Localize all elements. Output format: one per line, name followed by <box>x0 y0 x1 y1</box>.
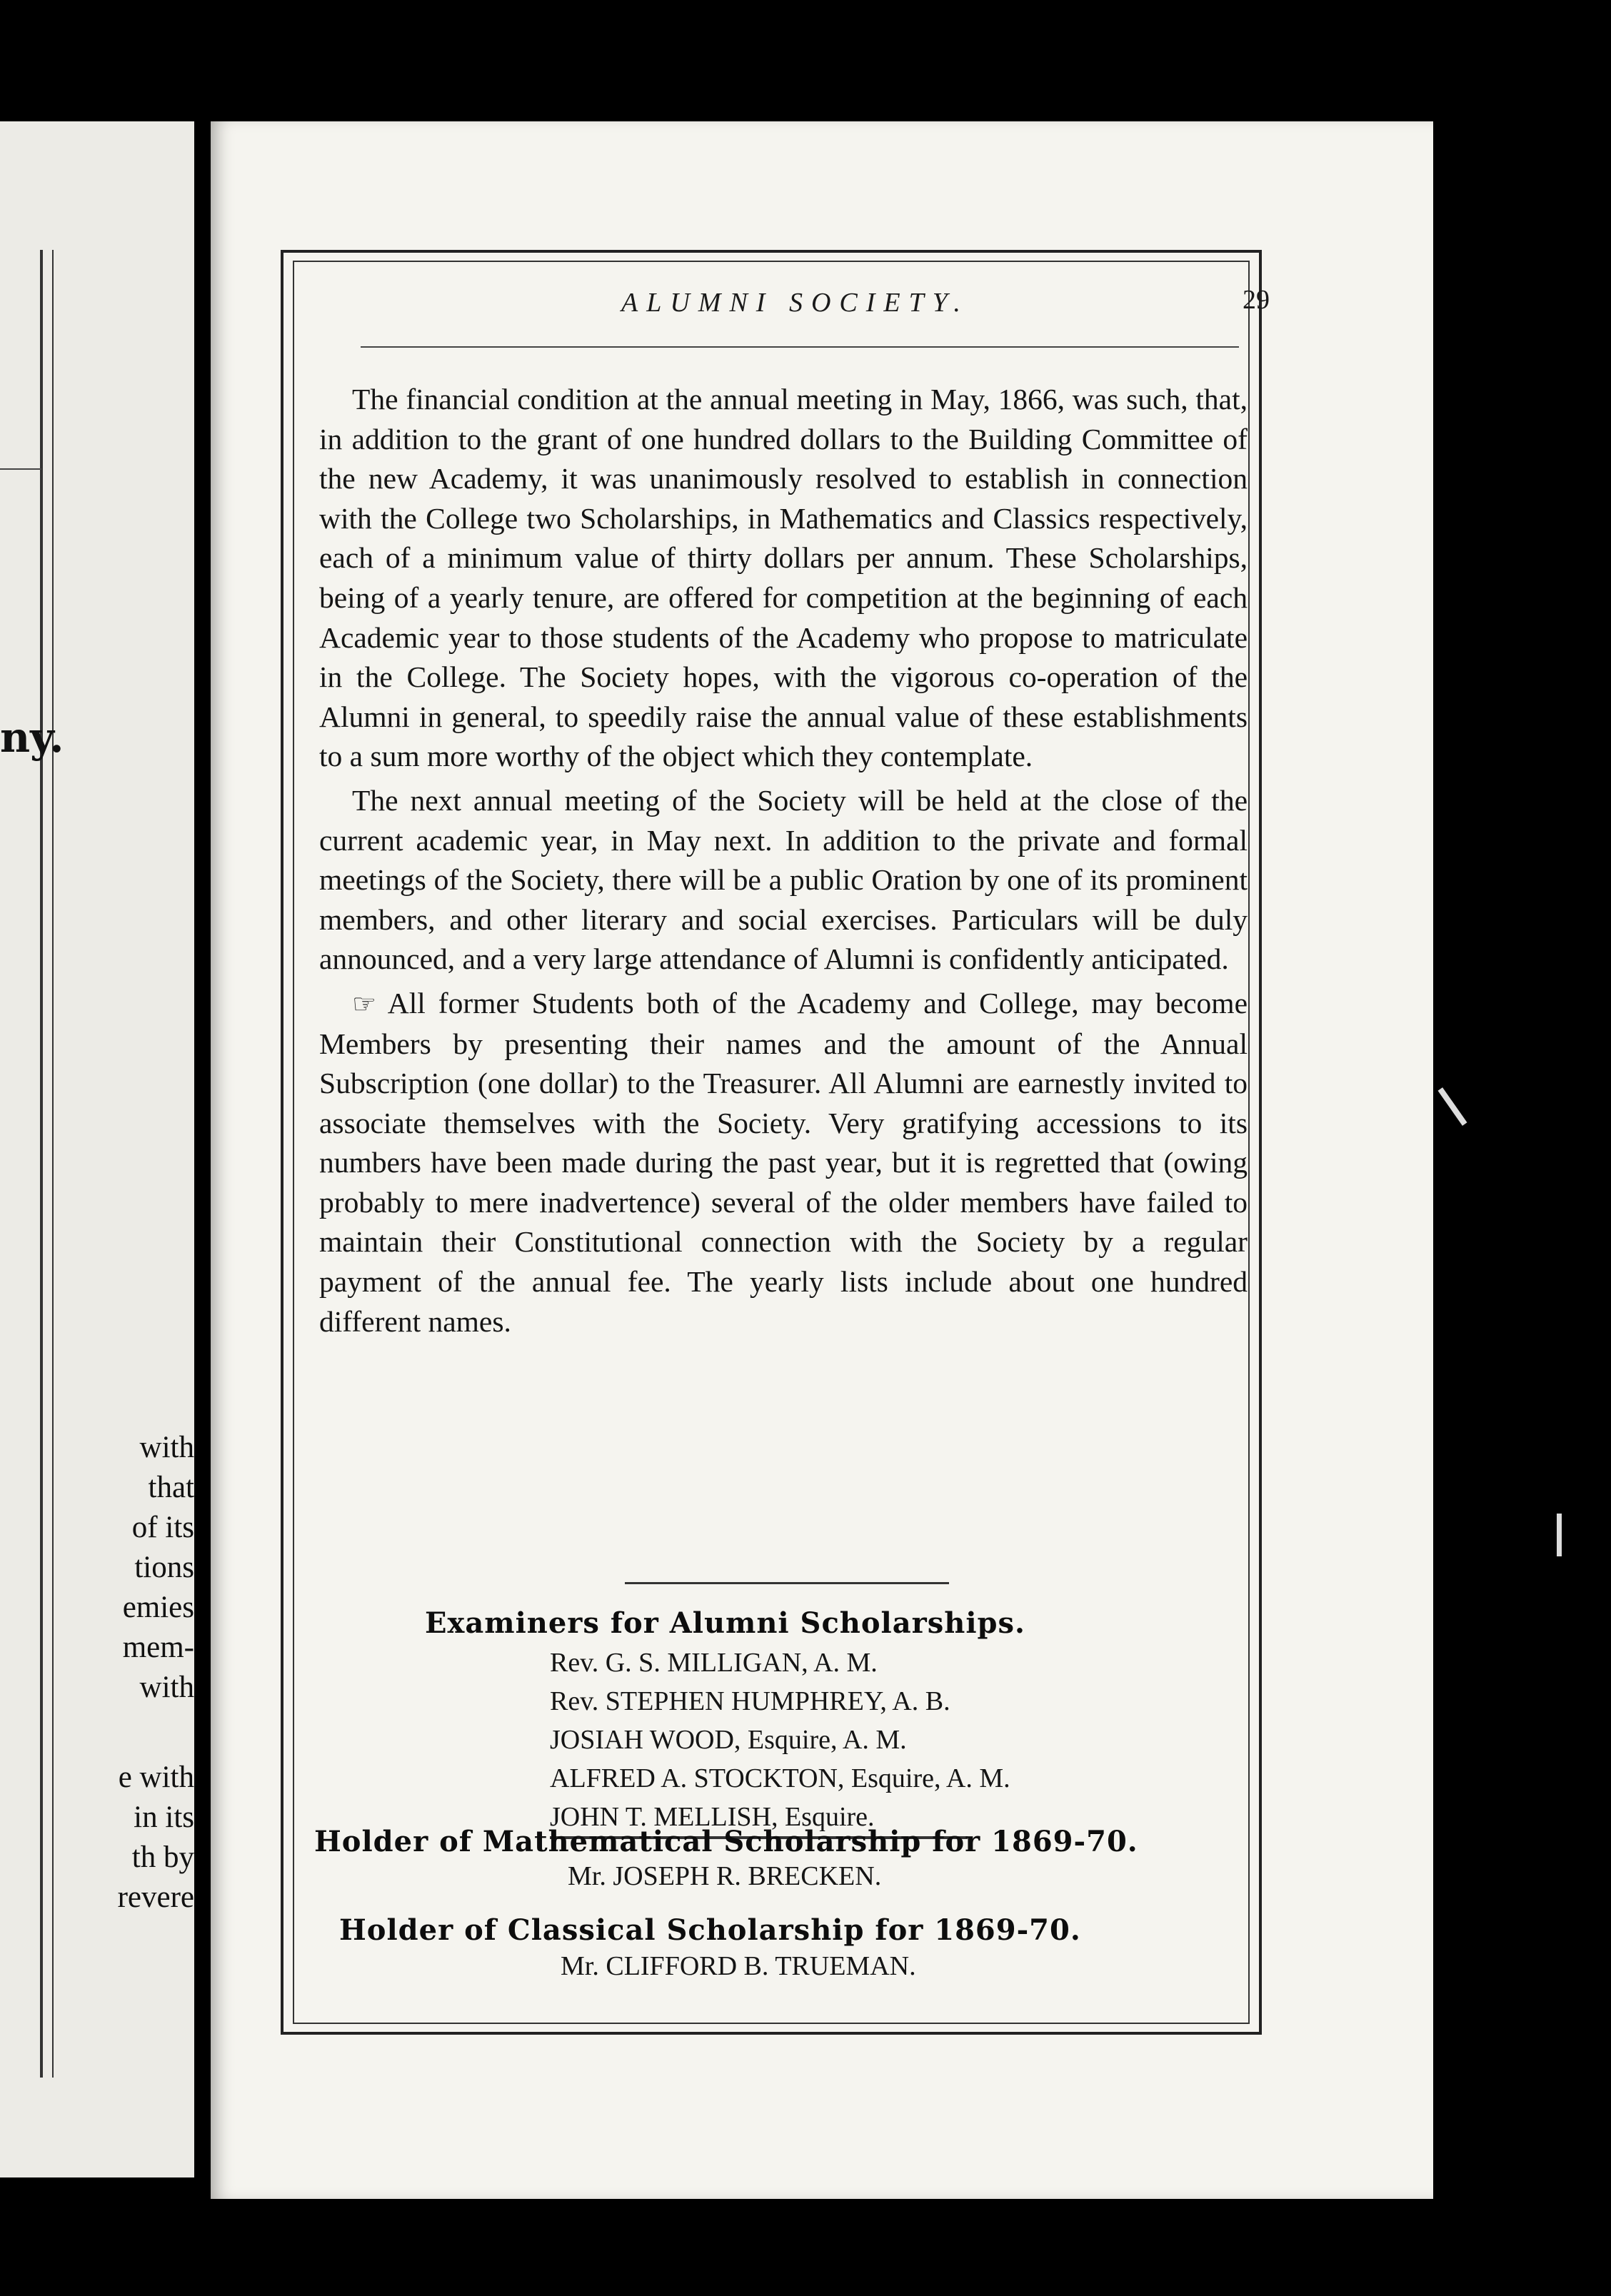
paragraph: The financial condition at the annual meeting in May, 1866, was such, that, in addition to the grant of one hundred dollars to the Building Committee of the new Academy, it was unanimously resolved to establish in connection with the College two Scholarships, in Mathematics and Classics respectively, each of a minimum value of thirty dollars per annum. These Scholarships, being of a yearly tenure, are offered for competition at the beginning of each Academic year to those students of the Academy who propose to matriculate in the College. The Society hopes, with the vigorous co-operation of the Alumni in general, to speedily raise the annual value of these establishments to a sum more worthy of the object which they contemplate. <box>319 383 1248 773</box>
pointing-hand-icon: ☞ <box>352 987 377 1019</box>
section-divider <box>625 1582 949 1584</box>
right-page <box>211 121 1433 2199</box>
left-page-line-fragment: of its <box>131 1511 194 1544</box>
running-head: ALUMNI SOCIETY. <box>621 288 969 318</box>
scan-artifact <box>1557 1514 1562 1556</box>
body-text <box>319 380 1248 1346</box>
left-page-line-fragment: that <box>148 1471 194 1504</box>
left-page-head-rule <box>0 468 41 470</box>
holder-title: Holder of Mathematical Scholarship for 1869-70. <box>314 1825 1138 1858</box>
examiner-name: JOSIAH WOOD, Esquire, A. M. <box>550 1725 907 1755</box>
left-page-fragment <box>0 121 194 2177</box>
examiners-title: Examiners for Alumni Scholarships. <box>425 1606 1025 1640</box>
examiner-name: ALFRED A. STOCKTON, Esquire, A. M. <box>550 1763 1010 1793</box>
holder-name: Mr. JOSEPH R. BRECKEN. <box>568 1861 882 1891</box>
left-page-line-fragment: tions <box>134 1551 194 1584</box>
examiner-name: Rev. G. S. MILLIGAN, A. M. <box>550 1648 878 1678</box>
paragraph: The next annual meeting of the Society will be held at the close of the current academic year, in May next. In addition to the private and formal meetings of the Society, there will be a public Oration by one of its prominent members, and other literary and social exercises. Particulars will be duly announced, and a very large attendance of Alumni is confidently anticipated. <box>319 783 1248 976</box>
left-page-line-fragment: th by <box>131 1841 194 1874</box>
examiner-name: JOHN T. MELLISH, Esquire. <box>550 1798 968 1839</box>
left-page-line-fragment: e with <box>118 1761 194 1794</box>
left-page-line-fragment: revere <box>117 1880 194 1914</box>
holder-name: Mr. CLIFFORD B. TRUEMAN. <box>561 1951 916 1981</box>
scan-artifact <box>1438 1087 1467 1126</box>
left-page-line-fragment: with <box>139 1431 194 1464</box>
examiner-name: Rev. STEPHEN HUMPHREY, A. B. <box>550 1686 950 1716</box>
header-rule <box>361 346 1239 348</box>
left-page-line-fragment: mem- <box>122 1631 194 1664</box>
page-number: 29 <box>1243 285 1270 315</box>
left-page-line-fragment: in its <box>134 1801 194 1834</box>
paragraph <box>319 984 1248 1341</box>
left-page-heading-fragment: ny. <box>0 713 64 762</box>
examiners-list <box>550 1643 1010 1839</box>
left-page-line-fragment: emies <box>122 1591 194 1624</box>
paragraph-text: All former Students both of the Academy and College, may become Members by presenting their names and the amount of the Annual Subscription (one dollar) to the Treasurer. All Alumni are earnestly invited to associate themselves with the Society. Very gratifying accessions to its numbers have been made during the past year, but it is regretted that (owing probably to mere inadvertence) several of the older members have failed to maintain their Constitutional connection with the Society by a regular payment of the annual fee. The yearly lists include about one hundred different names. <box>319 986 1248 1338</box>
left-page-line-fragment: with <box>139 1671 194 1704</box>
holder-title: Holder of Classical Scholarship for 1869-70. <box>339 1913 1081 1947</box>
